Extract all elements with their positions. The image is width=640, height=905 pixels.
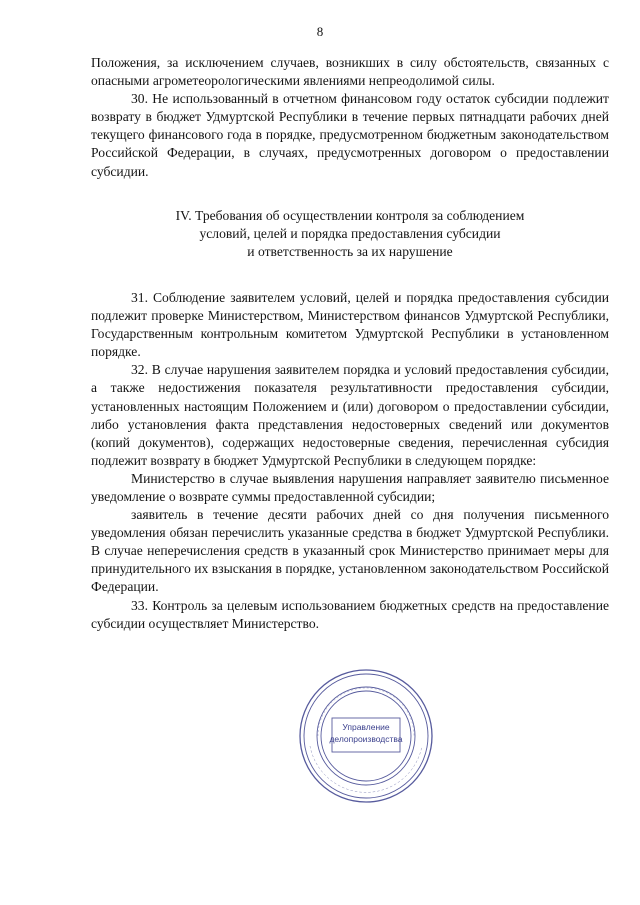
section-heading-line-2: условий, целей и порядка предоставления субсидии bbox=[199, 225, 501, 241]
seal-text-line-2: делопроизводства bbox=[329, 734, 403, 744]
paragraph-32-step-2: заявитель в течение десяти рабочих дней со дня получения письменного уведомления обязан перечислить указанные средства в бюджет Удмуртской Республики. В случае неперечисления средств в указанный срок Министерство принимает меры для принудительного их взыскания в порядке, установленном законодательством Российской Федерации. bbox=[91, 507, 609, 595]
paragraph-30: 30. Не использованный в отчетном финансовом году остаток субсидии подлежит возврату в бюджет Удмуртской Республики в течение первых пятнадцати рабочих дней текущего финансового года в порядке, предусмотренном бюджетным законодательством Российской Федерации, в случаях, предусмотренных договором о предоставлении субсидии. bbox=[91, 91, 609, 179]
office-seal-stamp bbox=[296, 666, 436, 806]
paragraph-32: 32. В случае нарушения заявителем порядка и условий предоставления субсидии, а также недостижения показателя результативности предоставления субсидии, установленных настоящим Положением и (или) договором о предоставлении субсидии, либо установления факта представления недостоверных сведений или документов (копий документов), содержащих недостоверные сведения, перечисленная субсидия подлежит возврату в бюджет Удмуртской Республики в следующем порядке: bbox=[91, 362, 609, 468]
page-number: 8 bbox=[316, 24, 324, 39]
paragraph-continuation: Положения, за исключением случаев, возникших в силу обстоятельств, связанных с опасными агрометеорологическими явлениями непреодолимой силы. bbox=[91, 55, 609, 89]
section-heading-line-1: IV. Требования об осуществлении контроля за соблюдением bbox=[175, 207, 525, 223]
section-heading-line-3: и ответственность за их нарушение bbox=[247, 243, 453, 259]
paragraph-32-step-1: Министерство в случае выявления нарушения направляет заявителю письменное уведомление о возврате суммы предоставленной субсидии; bbox=[91, 470, 609, 504]
seal-graphic bbox=[296, 666, 436, 806]
paragraph-31: 31. Соблюдение заявителем условий, целей и порядка предоставления субсидии подлежит проверке Министерством, Министерством финансов Удмуртской Республики, Государственным контрольным комитетом Удмуртской Республики в установленном порядке. bbox=[91, 289, 609, 360]
seal-text-line-1: Управление bbox=[342, 722, 390, 732]
paragraph-33: 33. Контроль за целевым использованием бюджетных средств на предоставление субсидии осуществляет Министерство. bbox=[91, 597, 609, 631]
document-body bbox=[91, 54, 609, 633]
section-heading bbox=[91, 207, 609, 261]
